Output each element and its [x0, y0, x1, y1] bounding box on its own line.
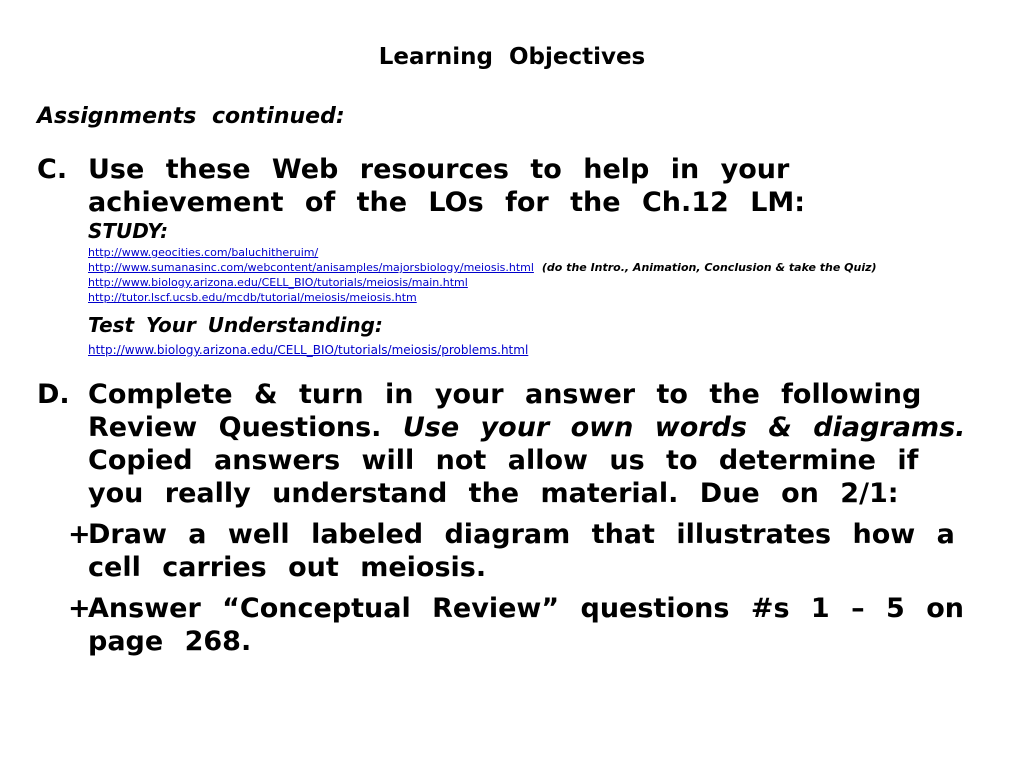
resource-link[interactable]: http://www.geocities.com/baluchitheruim/ — [88, 246, 319, 259]
resource-link[interactable]: http://www.biology.arizona.edu/CELL_BIO/tutorials/meiosis/main.html — [88, 276, 468, 289]
resource-link-item — [88, 290, 984, 305]
section-d-text-part1: Complete & turn in your answer to the following Review Questions. — [88, 379, 922, 443]
resource-link-item — [88, 275, 984, 290]
subtitle: Assignments continued: — [37, 104, 345, 129]
review-bullet — [68, 592, 984, 658]
resource-link-item — [88, 260, 984, 275]
resource-link-item — [88, 245, 984, 260]
review-bullet-text: Answer “Conceptual Review” questions #s 1 – 5 on page 268. — [88, 593, 964, 657]
section-d-text-italic: Use your own words & diagrams. — [402, 412, 966, 443]
section-d-text — [88, 378, 984, 510]
plus-icon: + — [68, 519, 91, 550]
review-bullet — [68, 518, 984, 584]
section-c-letter: C. — [37, 154, 68, 185]
resource-link-note: (do the Intro., Animation, Conclusion & take the Quiz) — [541, 261, 877, 274]
review-bullet-text: Draw a well labeled diagram that illustrates how a cell carries out meiosis. — [88, 519, 955, 583]
test-link[interactable]: http://www.biology.arizona.edu/CELL_BIO/tutorials/meiosis/problems.html — [88, 343, 529, 357]
plus-icon: + — [68, 593, 91, 624]
resource-link-list — [88, 245, 984, 305]
section-c-text: Use these Web resources to help in your achievement of the LOs for the Ch.12 LM: — [88, 154, 806, 218]
resource-link[interactable]: http://www.sumanasinc.com/webcontent/anisamples/majorsbiology/meiosis.html — [88, 261, 534, 274]
section-d — [37, 378, 984, 666]
section-d-text-part2: Copied answers will not allow us to determine if you really understand the material. Due on 2/1: — [88, 445, 919, 509]
section-d-letter: D. — [37, 379, 70, 410]
test-understanding-label: Test Your Understanding: — [88, 313, 383, 337]
section-c — [37, 153, 984, 357]
review-bullet-list — [68, 518, 984, 658]
study-label: STUDY: — [88, 219, 169, 243]
resource-link[interactable]: http://tutor.lscf.ucsb.edu/mcdb/tutorial/meiosis/meiosis.htm — [88, 291, 417, 304]
slide-title: Learning Objectives — [378, 44, 646, 70]
